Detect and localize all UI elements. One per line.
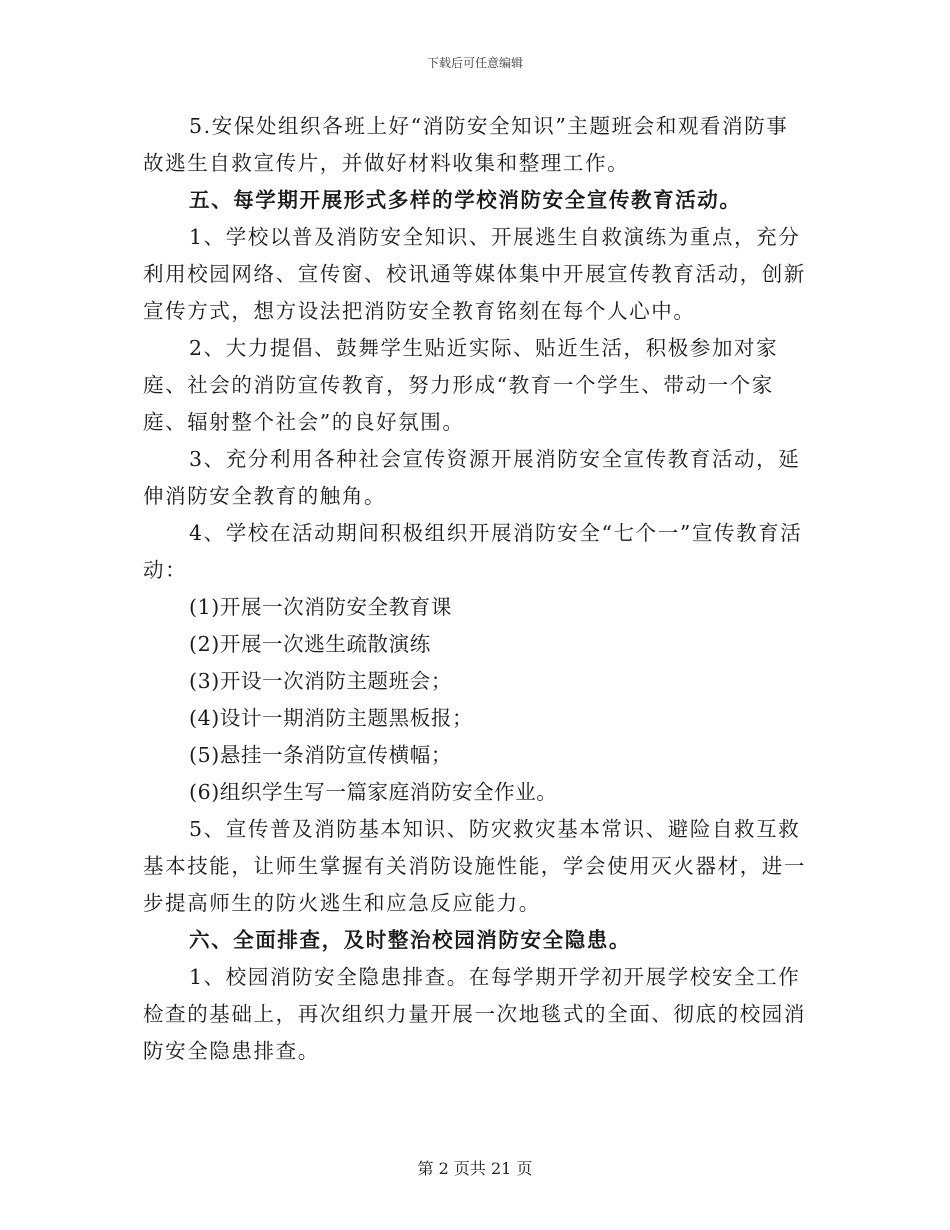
list-item-2: (2)开展一次逃生疏散演练 <box>189 632 431 656</box>
page-number-footer: 第 2 页共 21 页 <box>417 1159 533 1178</box>
header-note: 下载后可任意编辑 <box>426 56 523 70</box>
document-body <box>143 108 808 1070</box>
list-item-3: (3)开设一次消防主题班会； <box>189 669 452 693</box>
section-heading-five: 五、每学期开展形式多样的学校消防安全宣传教育活动。 <box>189 188 742 212</box>
paragraph-safety-office-class-meeting: 5.安保处组织各班上好“消防安全知识”主题班会和观看消防事故逃生自救宣传片，并做好材料收集和整理工作。 <box>143 114 789 175</box>
paragraph-item-5-knowledge: 5、宣传普及消防基本知识、防灾救灾基本常识、避险自救互救基本技能，让师生掌握有关消防设施性能，学会使用灭火器材，进一步提高师生的防火逃生和应急反应能力。 <box>143 817 806 915</box>
paragraph-item-3-resources: 3、充分利用各种社会宣传资源开展消防安全宣传教育活动，延伸消防安全教育的触角。 <box>143 447 801 508</box>
paragraph-item-1-publicity: 1、学校以普及消防安全知识、开展逃生自救演练为重点，充分利用校园网络、宣传窗、校讯通等媒体集中开展宣传教育活动，创新宣传方式，想方设法把消防安全教育铭刻在每个人心中。 <box>143 225 806 323</box>
list-item-6: (6)组织学生写一篇家庭消防安全作业。 <box>189 780 558 804</box>
paragraph-item-2-encourage: 2、大力提倡、鼓舞学生贴近实际、贴近生活，积极参加对家庭、社会的消防宣传教育，努力形成“教育一个学生、带动一个家庭、辐射整个社会”的良好氛围。 <box>143 336 779 434</box>
list-item-5: (5)悬挂一条消防宣传横幅； <box>189 743 452 767</box>
paragraph-hazard-inspection: 1、校园消防安全隐患排查。在每学期开学初开展学校安全工作检查的基础上，再次组织力量开展一次地毯式的全面、彻底的校园消防安全隐患排查。 <box>143 965 806 1063</box>
section-heading-six: 六、全面排查，及时整治校园消防安全隐患。 <box>189 928 631 952</box>
list-item-4: (4)设计一期消防主题黑板报； <box>189 706 474 730</box>
paragraph-item-4-seven-ones: 4、学校在活动期间积极组织开展消防安全“七个一”宣传教育活动： <box>143 521 803 582</box>
list-item-1: (1)开展一次消防安全教育课 <box>189 595 452 619</box>
